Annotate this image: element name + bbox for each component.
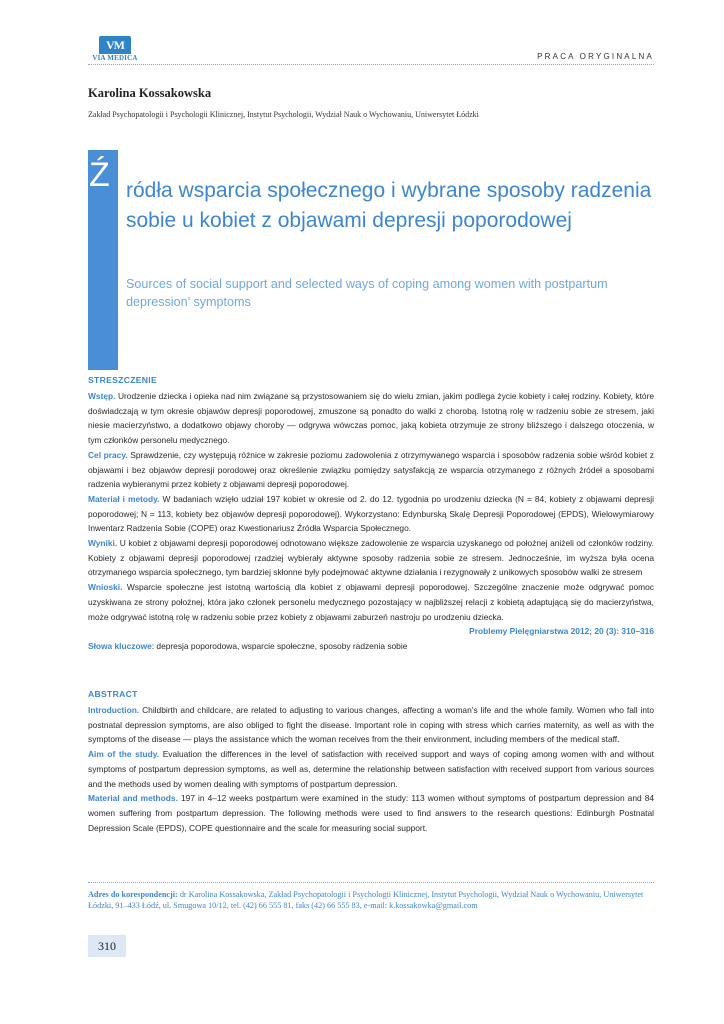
- title-initial-letter: Ź: [89, 156, 110, 194]
- article-title: ródła wsparcia społecznego i wybrane sposoby radzenia sobie u kobiet z objawami depresji poporodowej: [126, 179, 652, 232]
- methods-label: Material and methods.: [88, 793, 178, 804]
- journal-citation: Problemy Pielęgniarstwa 2012; 20 (3): 310–316: [469, 626, 654, 637]
- aim-paragraph: [88, 747, 654, 791]
- cel-paragraph: [88, 448, 654, 492]
- logo-text: VIA MEDICA: [92, 54, 138, 62]
- methods-text: 197 in 4–12 weeks postpartum were examined in the study: 113 women without symptoms of postpartum depression and 84 women suffering from postpartum depression. The following methods were used to find answers to the research questions: Edinburgh Postnatal Depression Scale (EPDS), COPE questionnaire and the scale for measuring social support.: [88, 793, 655, 833]
- wyniki-label: Wyniki.: [88, 538, 118, 549]
- wyniki-paragraph: [88, 536, 654, 580]
- aim-text: Evaluation the differences in the level of satisfaction with received support and ways of coping among women with and without symptoms of postpartum depression symptoms, as well as, determine the relationship between satisfaction with received support from various sources and the methods used by women dealing with symptoms of postpartum depression.: [88, 749, 654, 789]
- introduction-text: Childbirth and childcare, are related to adjusting to various changes, affecting a woman’s life and the whole family. Women who fall into postnatal depression symptoms, are also obliged to fight the disease. Important role in coping with stress which carries maternity, as well as with the symptoms of the disease — plays the assistance which the woman receives from the their environment, including members of the medical staff.: [88, 705, 655, 745]
- logo-mark: VM: [99, 36, 131, 54]
- keywords-text: : depresja poporodowa, wsparcie społeczne, sposoby radzenia sobie: [151, 640, 408, 651]
- wyniki-text: U kobiet z objawami depresji poporodowej odnotowano większe zadowolenie ze wsparcia uzyskanego od położnej aniżeli od członków rodziny. Kobiety z objawami depresji poporodowej rzadziej wybierały aktywne sposoby radzenia sobie ze stresem. Jednocześnie, im wyższa była ocena otrzymanego wsparcia społecznego, tym bardziej skłonne były podejmować aktywne działania i rezygnowały z unikowych sposobów walki ze stresem: [88, 538, 654, 578]
- wstep-text: Urodzenie dziecka i opieka nad nim związane są przystosowaniem się do wielu zmian, jakim podlega życie kobiety i całej rodziny. Kobiety, które doświadczają w tym okresie objawów depresji poporodowej, zmuszone są ponadto do walki z chorobą. Istotną rolę w radzeniu sobie ze stresem, jaki niesie macierzyństwo, a dodatkowo objawy choroby — odgrywa wówczas pomoc, jaką kobieta otrzymuje ze strony bliższego i dalszego otoczenia, w tym członków personelu medycznego.: [88, 391, 655, 446]
- article-type-label: PRACA ORYGINALNA: [537, 52, 654, 61]
- author-affiliation: Zakład Psychopatologii i Psychologii Klinicznej, Instytut Psychologii, Wydział Nauk o Wychowaniu, Uniwersytet Łódzki: [88, 110, 479, 119]
- cel-text: Sprawdzenie, czy występują różnice w zakresie poziomu zadowolenia z otrzymywanego wsparcia i sposobów radzenia sobie wśród kobiet z objawami i bez objawów depresji porodowej oraz określenie związku pomiędzy satysfakcją ze wsparcia otrzymanego z różnych źródeł a sposobami radzenia wybieranymi przez kobiety z objawami depresji poporodowej.: [88, 449, 654, 490]
- aim-label: Aim of the study.: [88, 749, 160, 760]
- keywords-paragraph: [88, 639, 654, 654]
- introduction-label: Introduction.: [88, 705, 140, 715]
- author-name: Karolina Kossakowska: [88, 86, 212, 100]
- cel-label: Cel pracy.: [88, 449, 128, 460]
- wstep-paragraph: [88, 389, 654, 448]
- material-paragraph: [88, 492, 654, 536]
- wnioski-label: Wnioski.: [88, 582, 123, 593]
- material-label: Materiał i metody.: [88, 493, 160, 504]
- journal-logo: [88, 36, 142, 63]
- methods-paragraph: [88, 791, 654, 835]
- header-divider: [88, 64, 654, 65]
- correspondence-label: Adres do korespondencji:: [88, 890, 178, 899]
- abstract-heading: ABSTRACT: [88, 689, 138, 699]
- keywords-label: Słowa kluczowe: [88, 640, 152, 651]
- correspondence-address: [88, 889, 654, 911]
- wnioski-text: Wsparcie społeczne jest istotną wartością dla kobiet z objawami depresji poporodowej. Szczególne znaczenie może odgrywać pomoc uzyskiwana ze strony położnej, która jako członek personelu medycznego pozostający w najbliższej relacji z kobietą adaptującą się do macierzyństwa, może odgrywać istotną rolę w radzeniu sobie przez kobiety z objawami zaburzeń nastroju po urodzeniu dziecka.: [88, 582, 654, 622]
- wstep-label: Wstęp.: [88, 391, 116, 401]
- article-subtitle-english: Sources of social support and selected ways of coping among women with postpartum depression’ symptoms: [126, 277, 608, 309]
- streszczenie-section: [88, 374, 654, 654]
- wnioski-paragraph: [88, 580, 654, 624]
- streszczenie-heading: STRESZCZENIE: [88, 375, 158, 385]
- correspondence-divider: [88, 882, 654, 883]
- page-number: 310: [88, 935, 126, 957]
- material-text: W badaniach wzięło udział 197 kobiet w okresie od 2. do 12. tygodnia po urodzeniu dziecka (N = 84, kobiety z objawami depresji poporodowej; N = 113, kobiety bez objawów depresji poporodowej). Wykorzystano: Edynburską Skalę Depresji Poporodowej (EPDS), Wielowymiarowy Inwentarz Radzenia Sobie (COPE) oraz Kwestionariusz Źródła Wsparcia Społecznego.: [88, 493, 654, 534]
- correspondence-text: dr Karolina Kossakowska, Zakład Psychopatologii i Psychologii Klinicznej, Instytut Psychologii, Wydział Nauk o Wychowaniu, Uniwersytet Łódzki, 91–433 Łódź, ul. Smugowa 10/12, tel. (42) 66 555 81, faks (42) 66 555 83, e-mail: k.kossakowka@gmail.com: [88, 890, 644, 910]
- abstract-section: [88, 688, 654, 835]
- introduction-paragraph: [88, 703, 654, 747]
